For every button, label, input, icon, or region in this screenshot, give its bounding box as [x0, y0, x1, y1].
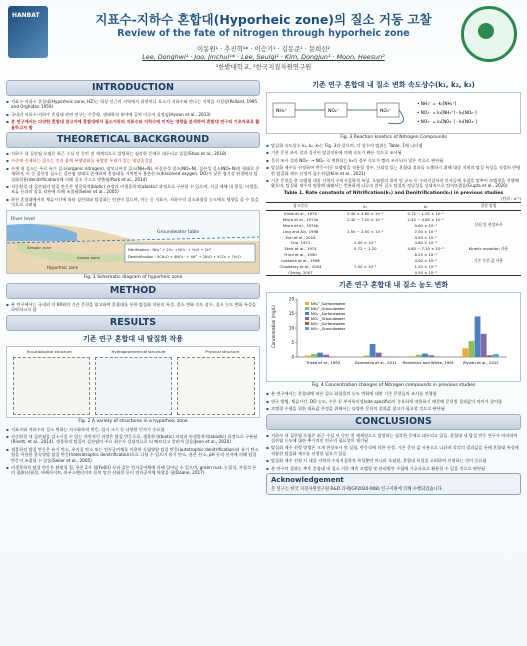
- table-header: k₁: [335, 202, 395, 210]
- bar: [487, 356, 493, 358]
- denitrification-equation: Denitrification : 5CH₂O + 4NO₃⁻ + 4H⁺ → 2N₂O + 5CO₂ + 7H₂O: [128, 254, 241, 259]
- bar: [475, 317, 481, 358]
- table-cell: [335, 258, 395, 265]
- table-cell: Kinetic equation 사용: [468, 245, 509, 251]
- theory-bullet: ▪ 수계 내 질소는 주로 유기 질소(organic nitrogen), 암모니아성 질소(NH₄-N), 아질산성 질소(NO₂-N), 질산성 질소(NO₃-N)의 형태로 존재하며, 이 중 질산성 질소는 질산염 형태로 존재하며 혼합대를 거치면서 용존산소(dissolved oxygen, DO)가 낮은 혐기성 환경에서 탈질화작용(denitrification)에 의해 질소 가스로 방출됨(Park et al., 2014): [6, 166, 260, 182]
- nitrification-equation: Nitrification : NH₄⁺ + 2O₂ → NO₃⁻ + H₂O + 2H⁺: [128, 247, 212, 252]
- conc-bullets: [266, 391, 521, 411]
- fig2-physical-panel: [177, 357, 255, 415]
- table-cell: Ling and Aly, 1998: [282, 228, 319, 234]
- fig3-caption: Fig. 3 Reaction kinetics of Nitrogen Compounds: [340, 135, 447, 140]
- table-header: 결정 방법: [456, 202, 521, 210]
- left-column: [6, 78, 260, 478]
- bar: [317, 353, 323, 357]
- kinetics-diagram: [267, 93, 520, 133]
- table-cell: 2.40 ~ 4.80 × 10⁻¹: [407, 216, 444, 222]
- table-cell: Lassene et al., 1998: [281, 258, 320, 264]
- fig2-head-eco: Eco-biological structure: [26, 348, 72, 354]
- bar: [416, 355, 422, 357]
- rate-constants-table: [266, 202, 521, 277]
- right-column: [266, 78, 521, 495]
- bar: [422, 354, 428, 357]
- aerobic-label: Aerobic zone: [27, 244, 52, 250]
- fig2-head-physical: Physical structure: [205, 348, 240, 354]
- table-cell: 7.00 × 10⁻²: [354, 264, 377, 270]
- rate-eq-3: • NO₃⁻ = k₂[NO₂⁻] - k₃[NO₃⁻]: [417, 119, 477, 124]
- fig4-caption: Fig. 4 Concentration changes of Nitrogen compounds in previous studies: [311, 383, 476, 389]
- table-cell: Starr et al., 1974: [284, 246, 317, 252]
- table-row: [266, 270, 521, 276]
- fig2-caption: Fig. 2 A variety of structures in a hyporheic zone: [78, 418, 188, 424]
- kinetics-bullet: ▪ 문헌 조사 결과 NO₃⁻ → NO₂⁻로 변환되는 k₃의 경우 속도가 빨라 조사되지 않은 것으로 판단됨: [266, 158, 521, 163]
- y-tick-label: 15: [288, 311, 294, 317]
- table-body: [266, 210, 521, 276]
- y-tick-label: 0: [291, 354, 294, 360]
- conclusion-bullet: ▪ 본 연구의 결과는 추후 혼합대 내 질소 거동 예측 모델링 및 관리방안 수립에 기초자료로 활용될 수 있을 것으로 판단됨: [266, 466, 521, 471]
- results-bullet: ▪ 지표수와 지하수의 질소 변화는 지구화학적 반응, 입자 크기 등 다양한 인자가 중요함: [6, 427, 260, 432]
- legend-swatch: [305, 317, 309, 320]
- title-english: Review of the fate of nitrogen through hyporheic zone: [117, 28, 410, 39]
- intro-bullet: ▪ 국내의 지표수-지하수 혼합대 관련 연구는 수문학, 생태학적 분야에 걸쳐 이루어 실정임(Hyeon et al., 2013): [6, 112, 260, 117]
- fig4-chart: [266, 292, 521, 382]
- results-bullet: ▪ 자중환경 내 질산염을 감소시킬 수 있는 자연적인 과정은 탈질 반응으로, 생물학적(biotic) 과정과 비생물학적(abiotic) 과정으로 구분됨(Rivett, et al., 2014). 생물학적 탈질이 질산염의 주요 최수가 상대적으로 더 빠르다고 알려져 있음(Jeon et al., 2020): [6, 434, 260, 445]
- anoxic-label: Anoxic zone: [77, 254, 100, 260]
- bar: [305, 356, 311, 357]
- bar: [469, 341, 475, 357]
- table-cell: 1.20 × 10⁻²: [414, 264, 437, 270]
- theory-bullet: ▪ 하천 혼합대에서의 체류시간에 따라 질산화와 탈질화는 연관이 있으며, 이는 곧 지표수, 지하수의 질소화합물 농도에도 영향을 줄 수 있을 것으로 고려됨: [6, 197, 260, 208]
- results-subheading: 기존 연구 혼합대 내 탈질화 작용: [82, 334, 184, 343]
- fig2-column-heads: [7, 347, 259, 354]
- table-row: [266, 245, 521, 252]
- method-heading: METHOD: [6, 283, 260, 299]
- bar: [410, 357, 416, 358]
- bar: [357, 357, 363, 358]
- kinetics-bullet: ▪ 기존 문헌 조사 결과 질산이 탈질작용에 의해 속도가 빠른 것으로 조사됨: [266, 150, 521, 155]
- table-cell: Frind et al., 1990: [284, 252, 317, 258]
- concentration-bar-chart: [267, 293, 520, 381]
- table-header: 참고문헌: [266, 202, 335, 210]
- node-nitrite-label: NO₂⁻: [328, 109, 340, 114]
- table-row: [266, 222, 521, 229]
- legend-swatch: [305, 322, 309, 325]
- table-cell: 8.25 × 10⁻²: [414, 252, 437, 258]
- table-header-row: [266, 202, 521, 210]
- rate-eq-2: • NO₂⁻ = k₁[NH₄⁺] - k₂[NO₂⁻]: [417, 110, 477, 115]
- theory-bullet: ▪ 수중에 존재하는 질소는 인과 함께 부영양화를 유발할 우려가 있는 영양물질임: [6, 158, 260, 163]
- results-heading: RESULTS: [6, 315, 260, 331]
- bar: [481, 334, 487, 357]
- fig1-caption: Fig. 1 Schematic diagram of hyporheic zone: [83, 274, 183, 280]
- fig3-kinetics: [266, 92, 521, 134]
- rate-eq-1: • NH₄⁺ = -k₁[NH₄⁺]: [417, 101, 457, 106]
- legend-label: NO₂⁻_Groundwater: [311, 327, 346, 332]
- table-cell: Kirda et al., 1974: [284, 211, 317, 217]
- table-cell: 2.40 × 10⁻¹: [354, 240, 377, 246]
- bar: [493, 354, 499, 357]
- title-korean: 지표수-지하수 혼합대(Hyporheic zone)의 질소 거동 고찰: [95, 12, 432, 27]
- table-cell: 7.00 × 10⁻²: [414, 228, 437, 234]
- legend-label: NO₃⁻_Groundwater: [311, 317, 346, 322]
- method-bullet: ▪ 본 연구에서는 국내외 약 60편의 기존 문헌을 참고하여 혼합대를 통한 탈질화 작용의 특성, 질소 변화 속도 상수, 질소 농도 변화 특성을 파악하고자 함: [6, 302, 260, 313]
- kinetics-subheading: 기존 연구 혼합대 내 질소 변화 속도상수(k₁, k₂, k₃): [312, 81, 475, 89]
- intro-bullet: ▪ 지표수-지하수 혼합대(Hyporheic zone, HZ)는 하상 인근의 지역에서 하천이나 호소가 지하수와 만나는 지역을 지칭함(Pollard, 1995 and Orghidan 1959): [6, 99, 260, 110]
- legend-swatch: [305, 327, 309, 330]
- table-cell: 2.40 ~ 7.20 × 10⁻²: [347, 216, 384, 222]
- table-cell: 1.50 ~ 2.50 × 10⁻²: [347, 228, 384, 234]
- intro-heading: INTRODUCTION: [6, 80, 260, 96]
- table-cell: Misra et al., 1974b: [282, 222, 319, 228]
- acknowledgement-box: [266, 473, 521, 495]
- theory-bullet: ▪ 지하수 내 질산염 오염은 최근 수십 년 동안 전 세계적으로 발생하는 심각한 문제로 대두되고 있음(Shao et al., 2018): [6, 151, 260, 156]
- authors-english: Lee, Donghwi¹ · Joo, Jinchul¹* · Lee, Seulgi¹ · Kim, Dongjun¹ · Moon, Heesun²: [142, 53, 385, 61]
- legend-label: NO₂⁻_Surfacewater: [311, 322, 346, 327]
- table-cell: [456, 270, 521, 276]
- theory-bullets: [6, 151, 260, 208]
- table-cell: Misra et al., 1974a: [282, 216, 319, 222]
- table-cell: [335, 270, 395, 276]
- table-cell: 4.80 ~ 7.20 × 10⁻⁴: [407, 246, 444, 252]
- ack-heading: Acknowledgement: [271, 476, 344, 485]
- legend-label: NH₄⁺_Surfacewater: [311, 302, 346, 307]
- fig2-hydro-panel: [95, 357, 172, 415]
- table-cell: 0.72 ~ 1.20: [353, 246, 377, 252]
- conc-subheading: 기존 연구 혼합대 내 질소 농도 변화: [338, 281, 449, 290]
- results-bullet: ▪ 비생물학적 탈질 반응은 환원성 철, 용존 2가 철(Fe(II)) 등과 같은 전자공여체에 의해 일어날 수 있으며, green rust, 능철석, 자철석 등의 철(II)산화물, 바레사이트, 마우스펜티이트 등의 망간 산화물 등이 전자공여체 역할을 함(Doane, 2017): [6, 465, 260, 476]
- results-bullets: [6, 427, 260, 476]
- institute-logo: [461, 6, 517, 62]
- table-cell: 실험 및 현장조사: [474, 222, 503, 228]
- category-label: Triska et al., 1993: [306, 360, 341, 366]
- bar: [370, 344, 376, 357]
- table-cell: 9.60 × 10⁻¹: [414, 222, 437, 228]
- conc-bullet: ▪ 본 연구에서는 혼합대에 따른 질소 화합물의 농도 변화에 대한 기존 문헌들의 조사를 진행함: [266, 391, 521, 396]
- table-cell: 4.80 × 10⁻²: [414, 240, 437, 246]
- table-cell: 4.50 × 10⁻²: [395, 270, 455, 276]
- intro-bullet: ▪ 본 연구에서는 다양한 혼합대 참고자에 혼합대에서 질소거동의 지표수와 지하수에 미치는 영향을 분석하여 혼합대 연구의 기초자료로 활용하고자 함: [6, 119, 260, 130]
- table-row: [266, 258, 521, 265]
- category-label: Zaramella et al., 2011: [354, 360, 397, 366]
- conc-bullet: ▪ 모델링 수행을 위한 대표값 산정을 위해서는 다양한 문헌의 결과값 참고가 필요할 것으로 판단됨: [266, 406, 521, 411]
- bar: [364, 356, 370, 357]
- authors-korean: 이동원¹ · 추진혁¹* · 이승기¹ · 김동준¹ · 문희선²: [197, 45, 330, 53]
- y-tick-label: 20: [288, 296, 294, 302]
- table-cell: 기존 문헌 값 사용: [473, 257, 504, 263]
- table-cell: Kuh et al., 2018: [285, 234, 316, 240]
- table1-title: Table 1. Rate constants of Nitrification(k₁) and Denitrification(k₂) in previous studies: [283, 190, 504, 196]
- table-cell: 4.00 × 10⁻²: [414, 258, 437, 264]
- kinetics-bullet: ▪ 탈질화 속도상수 k₁, k₂, k₃는 Fig. 3과 같으며, 각 상수의 범위는 Table. 1에 나타냄: [266, 143, 521, 148]
- equation-box: [125, 244, 255, 262]
- conclusion-bullet: ▪ 탈질화 제수 선정 방법은 크게 현장조사 및 실험, 반응식에 의한 산정, 기존 문헌 값 사용으로 나뉘며 각각의 결과값을 통해 혼합대 특성에 적합한 탈질화 제수를 선정할 필요가 있음: [266, 445, 521, 456]
- affiliations: ¹한밭대학교, ²한국지질자원연구원: [215, 63, 312, 71]
- university-logo-text: HANBAT: [12, 12, 40, 19]
- node-nitrate-label: NO₃⁻: [380, 109, 392, 114]
- table-cell: Cho, 1971: [290, 240, 311, 246]
- table-cell: 4.50 × 10⁻²: [414, 234, 437, 240]
- kinetics-bullet: ▪ 탈질화 제수를 선정하여 반응-이동 모델링을 적용할 경우, 신뢰성 있는 혼합대 결과를 도출하기 위해 대상 지역의 탈질 특성을 적절히 반영한 탈질화 제수 선정이 필수적임(Kim et al., 2021): [266, 165, 521, 176]
- theory-bullet: ▪ 지중환경 내 질산염의 탈질 반응은 생물학적(biotic) 과정과 비생물학적(abiotic) 과정으로 구분할 수 있으며, 지질 매체 내 광물, 미생물, 조류 등과의 상호 작용에 의해 조절됨(Seiler et al., 2005): [6, 184, 260, 195]
- hyporheic-diagram: [7, 211, 259, 273]
- y-tick-label: 10: [288, 325, 294, 331]
- conclusions-bullets: [266, 433, 521, 471]
- bar: [323, 355, 329, 357]
- legend-swatch: [305, 312, 309, 315]
- hyporheic-label: Hyporheic zone: [47, 264, 79, 270]
- bar: [376, 353, 382, 357]
- category-label: Ziyuan et al., 2012: [462, 360, 499, 366]
- table-cell: Cheng, 2007: [266, 270, 335, 276]
- legend-label: NO₃⁻_Surfacewater: [311, 312, 346, 317]
- y-axis-label: Concentration (mg/L): [271, 305, 276, 349]
- conclusion-bullet: ▪ 지하수 내 질산염 오염은 최근 수십 년 동안 전 세계적으로 발생하는 심각한 문제로 대두되고 있음. 혼합대 내 탈질 반응 연구가 미비하여 질산염 농도에 대한 추가적인 연구의 필요성이 제기됨: [266, 433, 521, 444]
- river-level-label: River level: [11, 216, 35, 222]
- category-label: Hendricks and White, 1991: [402, 360, 455, 366]
- groundwater-label: Groundwater table: [157, 229, 200, 235]
- bar: [311, 354, 317, 357]
- legend-label: NH₄⁺_Groundwater: [311, 307, 345, 312]
- fig2-structures: [6, 346, 260, 418]
- node-ammonium-label: NH₄⁺: [276, 109, 287, 114]
- conc-bullet: ▪ 연구 방법, 체류시간, DO 농도, 수온 등 부지특이성(site specific)이 중요하게 작용하기 때문에 문헌별 결과값이 차이가 상이함: [266, 399, 521, 404]
- table-cell: 2.40 × 4.80 × 10⁻²: [347, 211, 384, 217]
- poster-header: [0, 0, 527, 78]
- kinetics-bullet: ▪ 기존 문헌을 총 모델링 대상 지역의 수리지질학적 특성, 오염원의 위치 및 규모 등 수리지질학적 인자들에 초점을 맞추어 모델링을 진행해 왔으며, 탈질화 제수의 영향에 대해서는 충분하게 다루지 않아 질소 탈질의 정밀성을 상대적으로 떨어뜨렸음(Gupta et al., 2020): [266, 178, 521, 189]
- results-bullet: ▪ 생물학적 탈질 반응은 유기 탄소, 무기질 탄소 또는 전자공여체를 이용한 독립영양 탈질 반응(autotrophic denitrification)과 유기 탄소원을 이용한 종속영양 탈질 반응(heterotrophic denitrification)으로 나뉠 수 있으며 유기 탄소, 용존 산소, pH 등의 인자에 의해 탈질 반응이 조절될 수 있음(Seiler et al., 2005): [6, 447, 260, 463]
- institute-logo-mark: [478, 23, 494, 39]
- table-cell: [335, 222, 395, 229]
- fig1-schematic: [6, 210, 260, 274]
- table-cell: Chowdary et al., 2004: [279, 264, 322, 270]
- fig2-eco-panel: [13, 357, 90, 415]
- bar: [428, 356, 434, 358]
- legend-swatch: [305, 307, 309, 310]
- bar: [388, 357, 394, 358]
- kinetics-bullets: [266, 143, 521, 189]
- table1-unit: (단위 : d⁻¹): [501, 195, 521, 201]
- y-tick-label: 5: [291, 340, 294, 346]
- legend-swatch: [305, 302, 309, 305]
- table-cell: 0.72 ~ 1.92 × 10⁻¹: [407, 211, 444, 217]
- intro-bullets: [6, 99, 260, 130]
- bar: [462, 349, 468, 358]
- conclusions-heading: CONCLUSIONS: [266, 414, 521, 430]
- theory-heading: THEORETICAL BACKGROUND: [6, 132, 260, 148]
- ack-text: 본 연구는 한국 지질자원연구원 R&D 과제(GP2020-008) 연구지원에 의해 수행되었습니다.: [271, 487, 444, 493]
- fig2-head-hydro: Hydrogeochemical structure: [111, 348, 166, 354]
- conclusion-bullet: ▪ 탈질화 제수 선정 시 대상 지역의 수리지질학적 특성뿐만 아니라 오염원, 혼합대 특성을 고려하여 선정하는 것이 중요함: [266, 458, 521, 463]
- table-header: k₂: [395, 202, 455, 210]
